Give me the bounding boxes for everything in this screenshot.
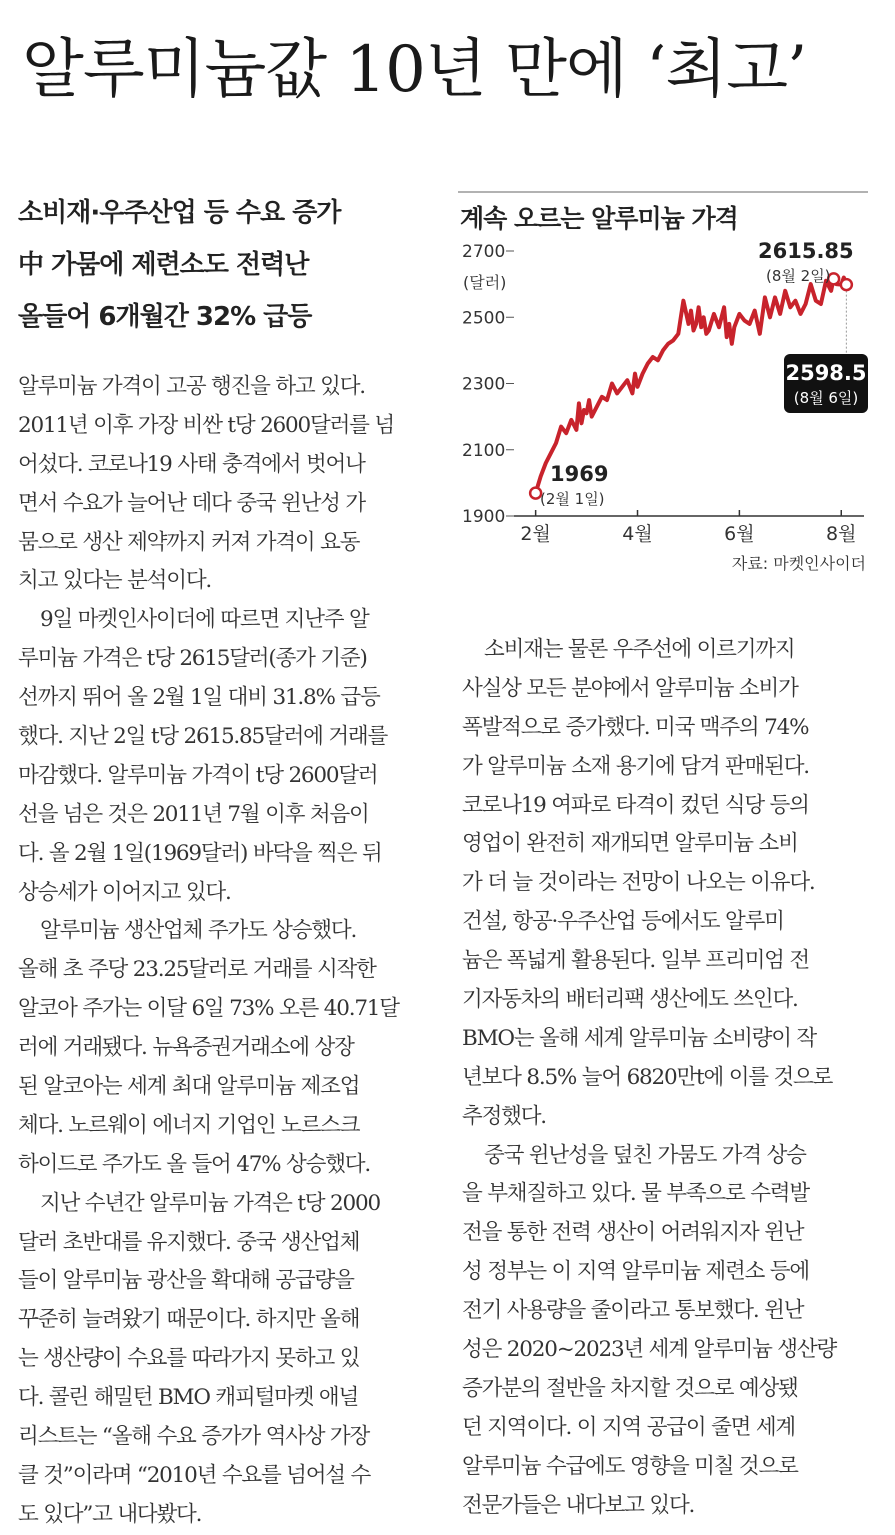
body-line: 성은 2020~2023년 세계 알루미늄 생산량 [462, 1337, 837, 1363]
subheadline-line: 中 가뭄에 제련소도 전력난 [18, 250, 309, 280]
peak-value-label: 2615.85 [758, 239, 854, 263]
body-line: 상승세가 이어지고 있다. [18, 879, 231, 905]
body-line: 들이 알루미늄 광산을 확대해 공급량을 [18, 1268, 354, 1294]
body-line: 건설, 항공·우주산업 등에서도 알루미 [462, 909, 784, 935]
price-chart [458, 191, 868, 583]
y-tick-label: 2700 [462, 242, 506, 262]
x-tick-label: 6월 [724, 523, 755, 545]
body-line: 지난 수년간 알루미늄 가격은 t당 2000 [40, 1190, 380, 1216]
y-tick-label: 2100 [462, 440, 506, 461]
body-line: 클 것”이라며 “2010년 수요를 넘어설 수 [18, 1462, 371, 1488]
body-line: 체다. 노르웨이 에너지 기업인 노르스크 [18, 1112, 360, 1138]
y-tick-label: 1900 [462, 507, 506, 527]
chart-source: 자료: 마켓인사이더 [731, 554, 866, 573]
body-line: 던 지역이다. 이 지역 공급이 줄면 세계 [462, 1414, 795, 1440]
body-line: 면서 수요가 늘어난 데다 중국 윈난성 가 [18, 490, 365, 516]
body-line: 는 생산량이 수요를 따라가지 못하고 있 [18, 1346, 360, 1372]
body-line: 올해 초 주당 23.25달러로 거래를 시작한 [18, 957, 376, 983]
low-date-label: (2월 1일) [540, 490, 605, 508]
body-line: BMO는 올해 세계 알루미늄 소비량이 작 [462, 1025, 816, 1051]
body-line: 가 알루미늄 소재 용기에 담겨 판매된다. [462, 753, 809, 779]
body-line: 성 정부는 이 지역 알루미늄 제련소 등에 [462, 1259, 809, 1285]
body-line: 다. 올 2월 1일(1969달러) 바닥을 찍은 뒤 [18, 840, 382, 866]
body-line: 늄은 폭넓게 활용된다. 일부 프리미엄 전 [462, 948, 809, 974]
body-line: 전문가들은 내다보고 있다. [462, 1492, 695, 1518]
x-tick-label: 4월 [622, 523, 653, 545]
body-line: 가 더 늘 것이라는 전망이 나오는 이유다. [462, 870, 815, 896]
body-line: 알루미늄 가격이 고공 행진을 하고 있다. [18, 374, 365, 399]
body-line: 달러 초반대를 유지했다. 중국 생산업체 [18, 1229, 360, 1255]
body-column-left [18, 368, 426, 1535]
body-line: 전을 통한 전력 생산이 어려워지자 윈난 [462, 1220, 804, 1246]
y-axis-label: (달러) [463, 273, 507, 292]
body-line: 추정했다. [462, 1103, 546, 1129]
price-chart-svg [458, 191, 868, 583]
body-line: 폭발적으로 증가했다. 미국 맥주의 74% [462, 714, 809, 740]
body-line: 알루미늄 생산업체 주가도 상승했다. [40, 918, 357, 944]
body-line: 알루미늄 수급에도 영향을 미칠 것으로 [462, 1453, 798, 1479]
latest-value-label: 2598.5 [785, 361, 867, 385]
body-line: 리스트는 “올해 수요 증가가 역사상 가장 [18, 1424, 370, 1450]
body-line: 전기 사용량을 줄이라고 통보했다. 윈난 [462, 1298, 804, 1324]
body-line: 영업이 완전히 재개되면 알루미늄 소비 [462, 831, 798, 857]
y-tick-label: 2500 [462, 308, 506, 329]
subheadline-line: 소비재·우주산업 등 수요 증가 [18, 198, 341, 228]
body-line: 코로나19 여파로 타격이 컸던 식당 등의 [462, 792, 809, 818]
x-tick-label: 8월 [826, 523, 857, 545]
body-line: 선을 넘은 것은 2011년 7월 이후 처음이 [18, 801, 369, 827]
body-line: 기자동차의 배터리팩 생산에도 쓰인다. [462, 987, 798, 1013]
y-tick-label: 2300 [462, 374, 506, 395]
body-line: 치고 있다는 분석이다. [18, 568, 212, 594]
body-line: 선까지 뛰어 올 2월 1일 대비 31.8% 급등 [18, 685, 380, 711]
body-line: 마감했다. 알루미늄 가격이 t당 2600달러 [18, 762, 378, 788]
subheadline-line: 올들어 6개월간 32% 급등 [18, 302, 312, 332]
annotation-latest [784, 354, 868, 413]
body-line: 을 부채질하고 있다. 물 부족으로 수력발 [462, 1181, 809, 1207]
body-line: 루미늄 가격은 t당 2615달러(종가 기준) [18, 646, 367, 672]
subheadline [18, 187, 438, 343]
latest-date-label: (8월 6일) [793, 389, 859, 407]
body-line: 증가분의 절반을 차지할 것으로 예상됐 [462, 1375, 798, 1401]
chart-title: 계속 오르는 알루미늄 가격 [460, 204, 738, 233]
body-line: 사실상 모든 분야에서 알루미늄 소비가 [462, 675, 798, 701]
body-line: 뭄으로 생산 제약까지 커져 가격이 요동 [18, 529, 360, 555]
body-column-right [462, 631, 870, 1525]
body-line: 된 알코아는 세계 최대 알루미늄 제조업 [18, 1074, 360, 1100]
body-line: 중국 윈난성을 덮친 가뭄도 가격 상승 [484, 1142, 806, 1168]
body-line: 어섰다. 코로나19 사태 충격에서 벗어나 [18, 451, 365, 477]
body-line: 꾸준히 늘려왔기 때문이다. 하지만 올해 [18, 1307, 360, 1333]
body-line: 9일 마켓인사이더에 따르면 지난주 알 [40, 607, 369, 633]
peak-date-label: (8월 2일) [766, 267, 831, 285]
body-line: 소비재는 물론 우주선에 이르기까지 [484, 637, 795, 662]
body-line: 했다. 지난 2일 t당 2615.85달러에 거래를 [18, 724, 388, 750]
body-line: 다. 콜린 해밀턴 BMO 캐피털마켓 애널 [18, 1385, 359, 1411]
body-line: 하이드로 주가도 올 들어 47% 상승했다. [18, 1151, 370, 1177]
body-line: 2011년 이후 가장 비싼 t당 2600달러를 넘 [18, 412, 394, 438]
annotation-low [540, 462, 608, 508]
point-marker [841, 279, 852, 290]
body-line: 년보다 8.5% 늘어 6820만t에 이를 것으로 [462, 1064, 833, 1090]
body-line: 도 있다”고 내다봤다. [18, 1501, 202, 1527]
x-tick-label: 2월 [520, 523, 551, 545]
body-line: 러에 거래됐다. 뉴욕증권거래소에 상장 [18, 1035, 354, 1061]
headline: 알루미늄값 10년 만에 ‘최고’ [22, 33, 807, 107]
body-line: 알코아 주가는 이달 6일 73% 오른 40.71달 [18, 996, 399, 1022]
low-value-label: 1969 [550, 462, 609, 486]
